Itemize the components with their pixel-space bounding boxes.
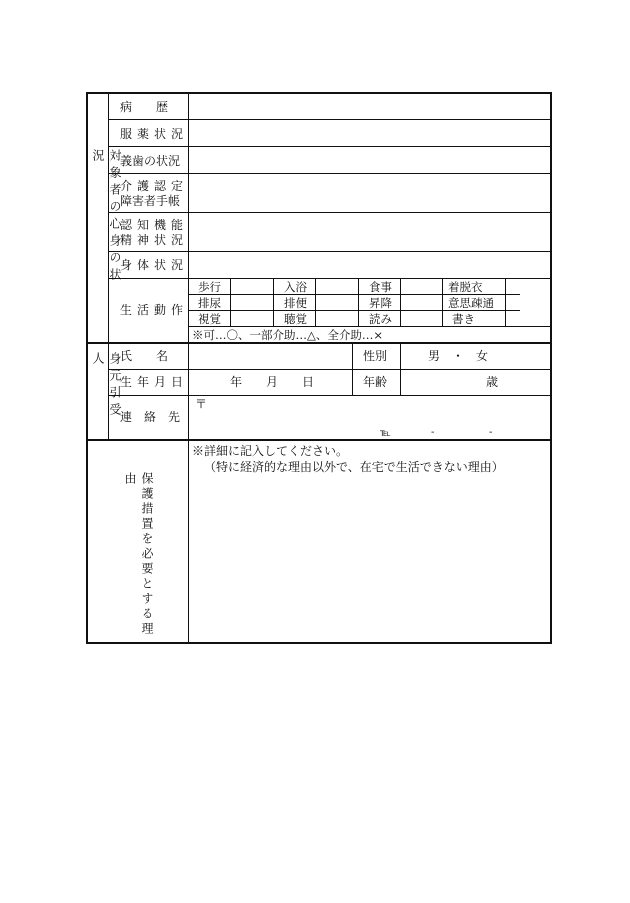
adl-item: 歩行 [198, 280, 221, 294]
label-cognitive-function: 認知機能 [120, 218, 189, 232]
adl-rating-field[interactable] [231, 279, 272, 326]
adl-rating-field[interactable] [316, 279, 357, 326]
application-form [86, 92, 552, 644]
adl-item: 意思疎通 [448, 296, 494, 310]
adl-item: 排便 [284, 296, 307, 310]
care-certification-field[interactable] [189, 174, 550, 212]
cognitive-function-field[interactable] [189, 213, 550, 251]
adl-item: 食事 [369, 280, 392, 294]
medical-history-field[interactable] [189, 94, 550, 119]
birth-date-field[interactable]: 年 月 日 [230, 375, 315, 389]
gender-options[interactable]: 男 ・ 女 [428, 349, 489, 363]
label-age: 年齢 [363, 375, 388, 389]
tel-separator: - [431, 427, 435, 438]
section-reason: 保護措置を必要とする理由 [123, 472, 154, 637]
tel-label: ℡ [380, 428, 391, 439]
section-guarantor: 身元引受人 [91, 352, 122, 420]
adl-rating-legend: ※可…〇、一部介助…△、全介助…× [192, 328, 383, 342]
label-daily-activities: 生活動作 [120, 303, 189, 317]
adl-item: 排尿 [198, 296, 221, 310]
dentures-field[interactable] [189, 147, 550, 173]
reason-note-line-1: ※詳細に記入してください。 [192, 444, 349, 458]
label-mental-status: 精神状況 [120, 233, 189, 247]
label-disability-handbook: 障害者手帳 [120, 194, 181, 208]
label-medication: 服薬状況 [120, 127, 189, 141]
label-guarantor-name: 氏 名 [120, 349, 169, 363]
adl-rating-field[interactable] [401, 279, 441, 326]
adl-item: 聴覚 [284, 312, 307, 326]
section-subject-condition: 対象者の心身の状況 [91, 149, 122, 285]
address-field[interactable] [208, 397, 548, 425]
age-unit: 歳 [486, 375, 499, 389]
adl-item: 昇降 [369, 296, 392, 310]
label-medical-history: 病 歴 [120, 100, 169, 114]
adl-item: 着脱衣 [448, 280, 483, 294]
reason-field[interactable] [189, 476, 550, 642]
adl-item: 読み [369, 312, 392, 326]
age-field[interactable] [401, 370, 481, 395]
medication-field[interactable] [189, 120, 550, 146]
label-care-certification: 介護認定 [120, 179, 189, 193]
postal-mark: 〒 [195, 397, 208, 411]
reason-note-line-2: （特に経済的な理由以外で、在宅で生活できない理由） [204, 460, 504, 474]
label-gender: 性別 [363, 349, 388, 363]
label-contact: 連絡先 [120, 410, 193, 424]
guarantor-name-field[interactable] [189, 344, 351, 369]
label-birth-date: 生年月日 [120, 375, 189, 389]
physical-condition-field[interactable] [189, 252, 550, 278]
label-physical-condition: 身体状況 [120, 258, 189, 272]
label-dentures: 義歯の状況 [120, 154, 181, 168]
adl-rating-field[interactable] [506, 279, 550, 326]
adl-item: 視覚 [198, 312, 221, 326]
adl-item: 入浴 [284, 280, 307, 294]
adl-item: 書き [452, 312, 475, 326]
tel-separator: - [489, 427, 493, 438]
